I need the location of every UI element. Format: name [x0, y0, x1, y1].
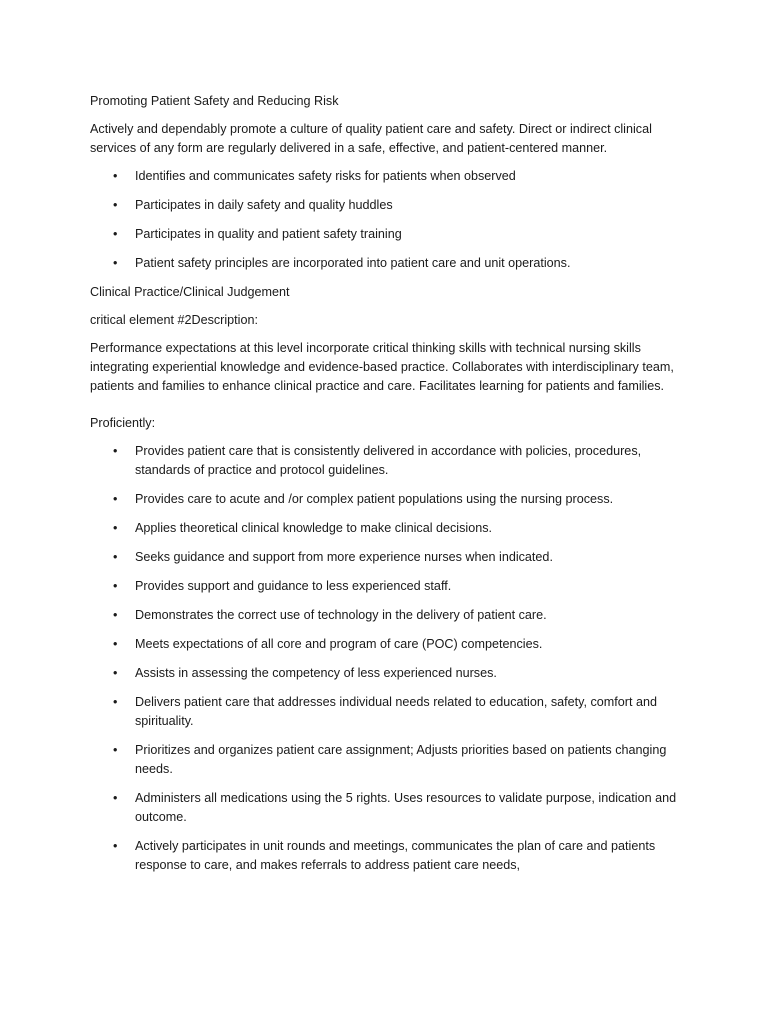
bullet-icon: • — [113, 743, 118, 757]
list-item — [90, 196, 690, 215]
list-item — [90, 548, 690, 567]
bullet-icon: • — [113, 666, 118, 680]
bullet-icon: • — [113, 227, 118, 241]
list-item-text: Meets expectations of all core and program of care (POC) competencies. — [135, 637, 543, 651]
bullet-icon: • — [113, 695, 118, 709]
bullet-icon: • — [113, 608, 118, 622]
list-item-text: Provides patient care that is consistently delivered in accordance with policies, procedures, standards of practice and protocol guidelines. — [135, 444, 642, 477]
list-item — [90, 442, 690, 480]
list-item — [90, 254, 690, 273]
intro-paragraph-clinical-practice: Performance expectations at this level incorporate critical thinking skills with technical nursing skills integrating experiential knowledge and evidence-based practice. Collaborates with interdisciplinary team, patients and families to enhance clinical practice and care. Facilitates learning for patients and families. — [90, 341, 674, 393]
list-item-text: Participates in quality and patient safety training — [135, 227, 402, 241]
list-item-text: Participates in daily safety and quality huddles — [135, 198, 393, 212]
list-item — [90, 741, 690, 779]
list-item-text: Demonstrates the correct use of technology in the delivery of patient care. — [135, 608, 547, 622]
bullet-icon: • — [113, 579, 118, 593]
bullet-icon: • — [113, 791, 118, 805]
bullet-icon: • — [113, 256, 118, 270]
list-item-text: Prioritizes and organizes patient care assignment; Adjusts priorities based on patients changing needs. — [135, 743, 667, 776]
section-heading-patient-safety: Promoting Patient Safety and Reducing Risk — [90, 94, 339, 108]
bullet-icon: • — [113, 521, 118, 535]
bullet-icon: • — [113, 637, 118, 651]
list-item-text: Administers all medications using the 5 rights. Uses resources to validate purpose, indication and outcome. — [135, 791, 677, 824]
bullet-icon: • — [113, 839, 118, 853]
list-item-text: Actively participates in unit rounds and meetings, communicates the plan of care and patients response to care, and makes referrals to address patient care needs, — [135, 839, 656, 872]
list-item-text: Assists in assessing the competency of less experienced nurses. — [135, 666, 497, 680]
list-item-text: Patient safety principles are incorporated into patient care and unit operations. — [135, 256, 571, 270]
document-page — [90, 92, 690, 885]
critical-element-label: critical element #2Description: — [90, 313, 258, 327]
list-item — [90, 519, 690, 538]
list-item — [90, 167, 690, 186]
list-item-text: Provides care to acute and /or complex patient populations using the nursing process. — [135, 492, 614, 506]
list-item-text: Delivers patient care that addresses individual needs related to education, safety, comfort and spirituality. — [135, 695, 658, 728]
bullet-icon: • — [113, 550, 118, 564]
section-heading-clinical-practice: Clinical Practice/Clinical Judgement — [90, 285, 290, 299]
practice-bullet-list — [90, 442, 690, 875]
bullet-icon: • — [113, 198, 118, 212]
list-item — [90, 577, 690, 596]
list-item-text: Provides support and guidance to less experienced staff. — [135, 579, 452, 593]
list-item — [90, 837, 690, 875]
intro-paragraph-patient-safety: Actively and dependably promote a culture of quality patient care and safety. Direct or indirect clinical services of any form are regularly delivered in a safe, effective, and patient-centered manner. — [90, 122, 652, 155]
list-item — [90, 693, 690, 731]
bullet-icon: • — [113, 444, 118, 458]
list-item — [90, 225, 690, 244]
list-item — [90, 606, 690, 625]
bullet-icon: • — [113, 169, 118, 183]
list-item-text: Applies theoretical clinical knowledge to make clinical decisions. — [135, 521, 493, 535]
list-item — [90, 490, 690, 509]
bullet-icon: • — [113, 492, 118, 506]
safety-bullet-list — [90, 167, 690, 273]
proficiency-label: Proficiently: — [90, 416, 156, 430]
list-item-text: Identifies and communicates safety risks for patients when observed — [135, 169, 516, 183]
list-item — [90, 664, 690, 683]
list-item-text: Seeks guidance and support from more experience nurses when indicated. — [135, 550, 553, 564]
list-item — [90, 635, 690, 654]
list-item — [90, 789, 690, 827]
